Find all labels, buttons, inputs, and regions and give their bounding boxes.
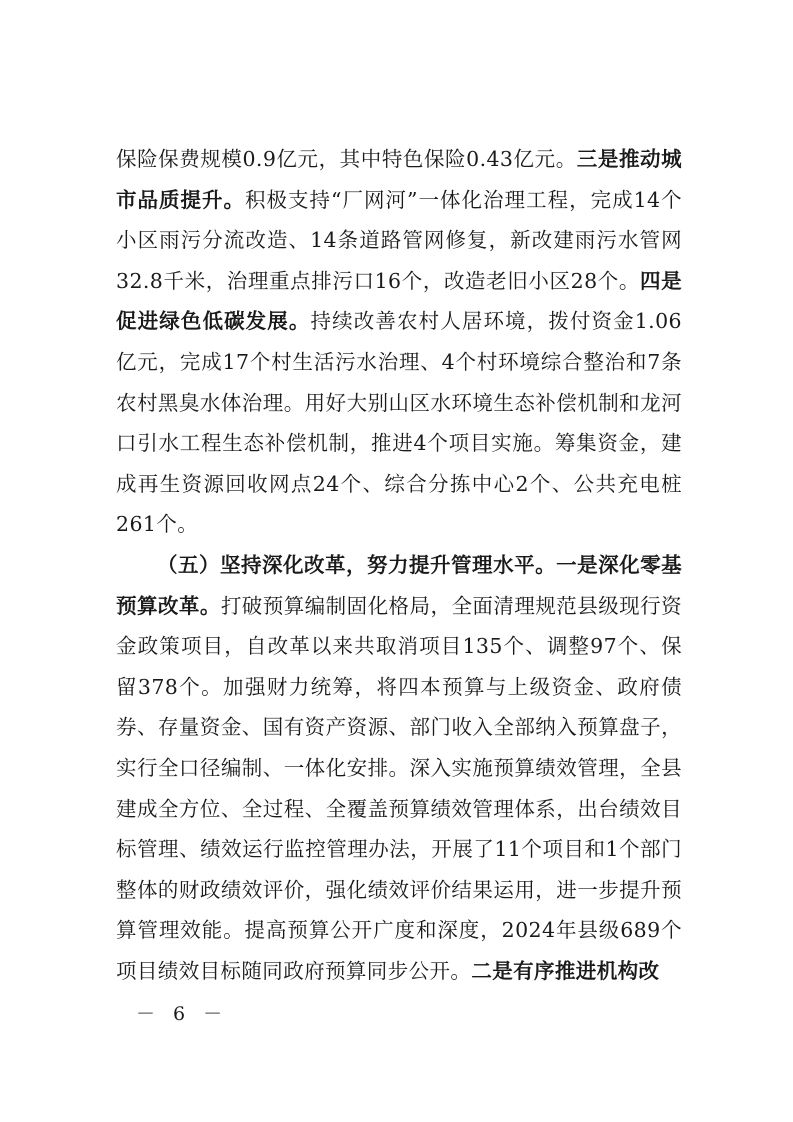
section-heading-run: （五）坚持深化改革，努力提升管理水平。一是深化零基预算改革。	[116, 552, 682, 618]
paragraph-1	[116, 139, 682, 545]
page-number: － 6 －	[136, 1003, 229, 1025]
text-run: 打破预算编制固化格局，全面清理规范县级现行资金政策项目，自改革以来共取消项目135个、调整97个、保留378个。加强财力统筹，将四本预算与上级资金、政府债券、存量资金、国有资产资源、部门收入全部纳入预算盘子，实行全口径编制、一体化安排。深入实施预算绩效管理，全县建成全方位、全过程、全覆盖预算绩效管理体系，出台绩效目标管理、绩效运行监控管理办法，开展了11个项目和1个部门整体的财政绩效评价，强化绩效评价结果运用，进一步提升预算管理效能。提高预算公开广度和深度，2024年县级689个项目绩效目标随同政府预算同步公开。	[116, 593, 682, 983]
text-run: 积极支持“厂网河”一体化治理工程，完成14个小区雨污分流改造、14条道路管网修复，新改建雨污水管网32.8千米，治理重点排污口16个，改造老旧小区28个。	[116, 187, 682, 293]
bold-heading-run: 三是推动城市品质提升。	[116, 147, 683, 212]
document-body	[116, 139, 682, 991]
paragraph-2	[116, 545, 682, 992]
bold-heading-run: 四是促进绿色低碳发展。	[116, 268, 682, 334]
bold-heading-run: 二是有序推进机构改	[471, 958, 660, 983]
text-run: 保险保费规模0.9亿元，其中特色保险0.43亿元。	[116, 147, 577, 171]
text-run: 持续改善农村人居环境，拨付资金1.06亿元，完成17个村生活污水治理、4个村环境综合整治和7条农村黑臭水体治理。用好大别山区水环境生态补偿机制和龙河口引水工程生态补偿机制，推进4个项目实施。筹集资金，建成再生资源回收网点24个、综合分拣中心2个、公共充电桩261个。	[116, 309, 682, 537]
